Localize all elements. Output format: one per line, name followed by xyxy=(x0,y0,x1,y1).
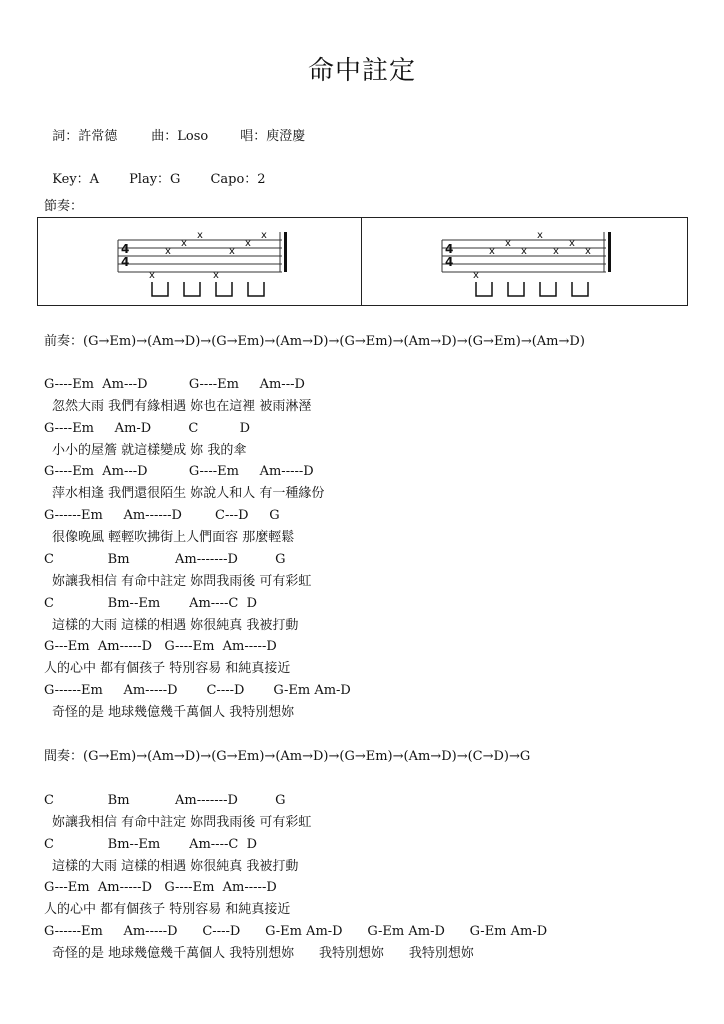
interlude-line: 間奏：(G→Em)→(Am→D)→(G→Em)→(Am→D)→(G→Em)→(Am→D)→(C→D)→G xyxy=(44,749,531,764)
time-signature-bottom: 4 xyxy=(445,255,454,269)
time-signature-top: 4 xyxy=(445,242,454,256)
chord-line: G---Em Am-----D G----Em Am-----D xyxy=(44,639,277,654)
chord-line: G----Em Am---D G----Em Am---D xyxy=(44,377,305,392)
intro-line: 前奏：(G→Em)→(Am→D)→(G→Em)→(Am→D)→(G→Em)→(Am→D)→(G→Em)→(Am→D) xyxy=(44,334,585,349)
chord-line: G----Em Am-D C D xyxy=(44,421,251,436)
lyric-line: 奇怪的是 地球幾億幾千萬個人 我特別想妳 我特別想妳 我特別想妳 xyxy=(52,946,474,961)
lyric-line: 妳讓我相信 有命中註定 妳問我雨後 可有彩虹 xyxy=(52,815,312,830)
time-signature-top: 4 xyxy=(121,242,130,256)
chord-line: G----Em Am---D G----Em Am-----D xyxy=(44,464,314,479)
lyric-line: 人的心中 都有個孩子 特別容易 和純真接近 xyxy=(44,661,291,676)
strum-mark: x xyxy=(229,246,235,257)
chord-line: C Bm Am-------D G xyxy=(44,793,286,808)
rhythm-staff-right xyxy=(362,218,688,304)
strum-mark: x xyxy=(521,246,527,257)
rhythm-label: 節奏： xyxy=(44,199,84,214)
strum-mark: x xyxy=(181,238,187,249)
chord-line: G------Em Am------D C---D G xyxy=(44,508,280,523)
strum-mark: x xyxy=(473,270,479,281)
chord-line: C Bm Am-------D G xyxy=(44,552,286,567)
rhythm-pattern-box xyxy=(37,217,688,306)
lyric-line: 忽然大雨 我們有緣相遇 妳也在這裡 被雨淋溼 xyxy=(52,399,312,414)
strum-mark: x xyxy=(197,230,203,241)
composer-credit: 曲：Loso xyxy=(151,129,209,144)
lyric-line: 人的心中 都有個孩子 特別容易 和純真接近 xyxy=(44,902,291,917)
rhythm-staff-left xyxy=(38,218,360,304)
strum-mark: x xyxy=(569,238,575,249)
lyric-line: 萍水相逢 我們還很陌生 妳說人和人 有一種緣份 xyxy=(52,486,325,501)
key-info-line xyxy=(44,156,266,188)
key-value: Key：A xyxy=(52,172,100,187)
singer-credit: 唱：庾澄慶 xyxy=(240,129,306,144)
lyric-line: 妳讓我相信 有命中註定 妳問我雨後 可有彩虹 xyxy=(52,574,312,589)
strum-mark: x xyxy=(213,270,219,281)
chord-line: G------Em Am-----D C----D G-Em Am-D G-Em Am-D G-Em Am-D xyxy=(44,924,548,939)
lyric-line: 小小的屋簷 就這樣變成 妳 我的傘 xyxy=(52,443,247,458)
song-title: 命中註定 xyxy=(307,56,416,86)
capo-value: Capo：2 xyxy=(210,172,266,187)
strum-mark: x xyxy=(553,246,559,257)
lyric-line: 這樣的大雨 這樣的相遇 妳很純真 我被打動 xyxy=(52,618,299,633)
strum-mark: x xyxy=(489,246,495,257)
lyricist-credit: 詞：許常德 xyxy=(52,129,118,144)
play-value: Play：G xyxy=(129,172,181,187)
strum-mark: x xyxy=(261,230,267,241)
chord-line: G---Em Am-----D G----Em Am-----D xyxy=(44,880,277,895)
strum-mark: x xyxy=(505,238,511,249)
strum-mark: x xyxy=(585,246,591,257)
lyric-line: 奇怪的是 地球幾億幾千萬個人 我特別想妳 xyxy=(52,705,295,720)
chord-line: C Bm--Em Am----C D xyxy=(44,596,257,611)
lyric-line: 很像晚風 輕輕吹拂街上人們面容 那麼輕鬆 xyxy=(52,530,295,545)
strum-mark: x xyxy=(149,270,155,281)
strum-mark: x xyxy=(537,230,543,241)
credits-line xyxy=(44,113,305,145)
strum-mark: x xyxy=(165,246,171,257)
time-signature-bottom: 4 xyxy=(121,255,130,269)
lyric-line: 這樣的大雨 這樣的相遇 妳很純真 我被打動 xyxy=(52,859,299,874)
strum-mark: x xyxy=(245,238,251,249)
chord-line: C Bm--Em Am----C D xyxy=(44,837,257,852)
chord-line: G------Em Am-----D C----D G-Em Am-D xyxy=(44,683,351,698)
